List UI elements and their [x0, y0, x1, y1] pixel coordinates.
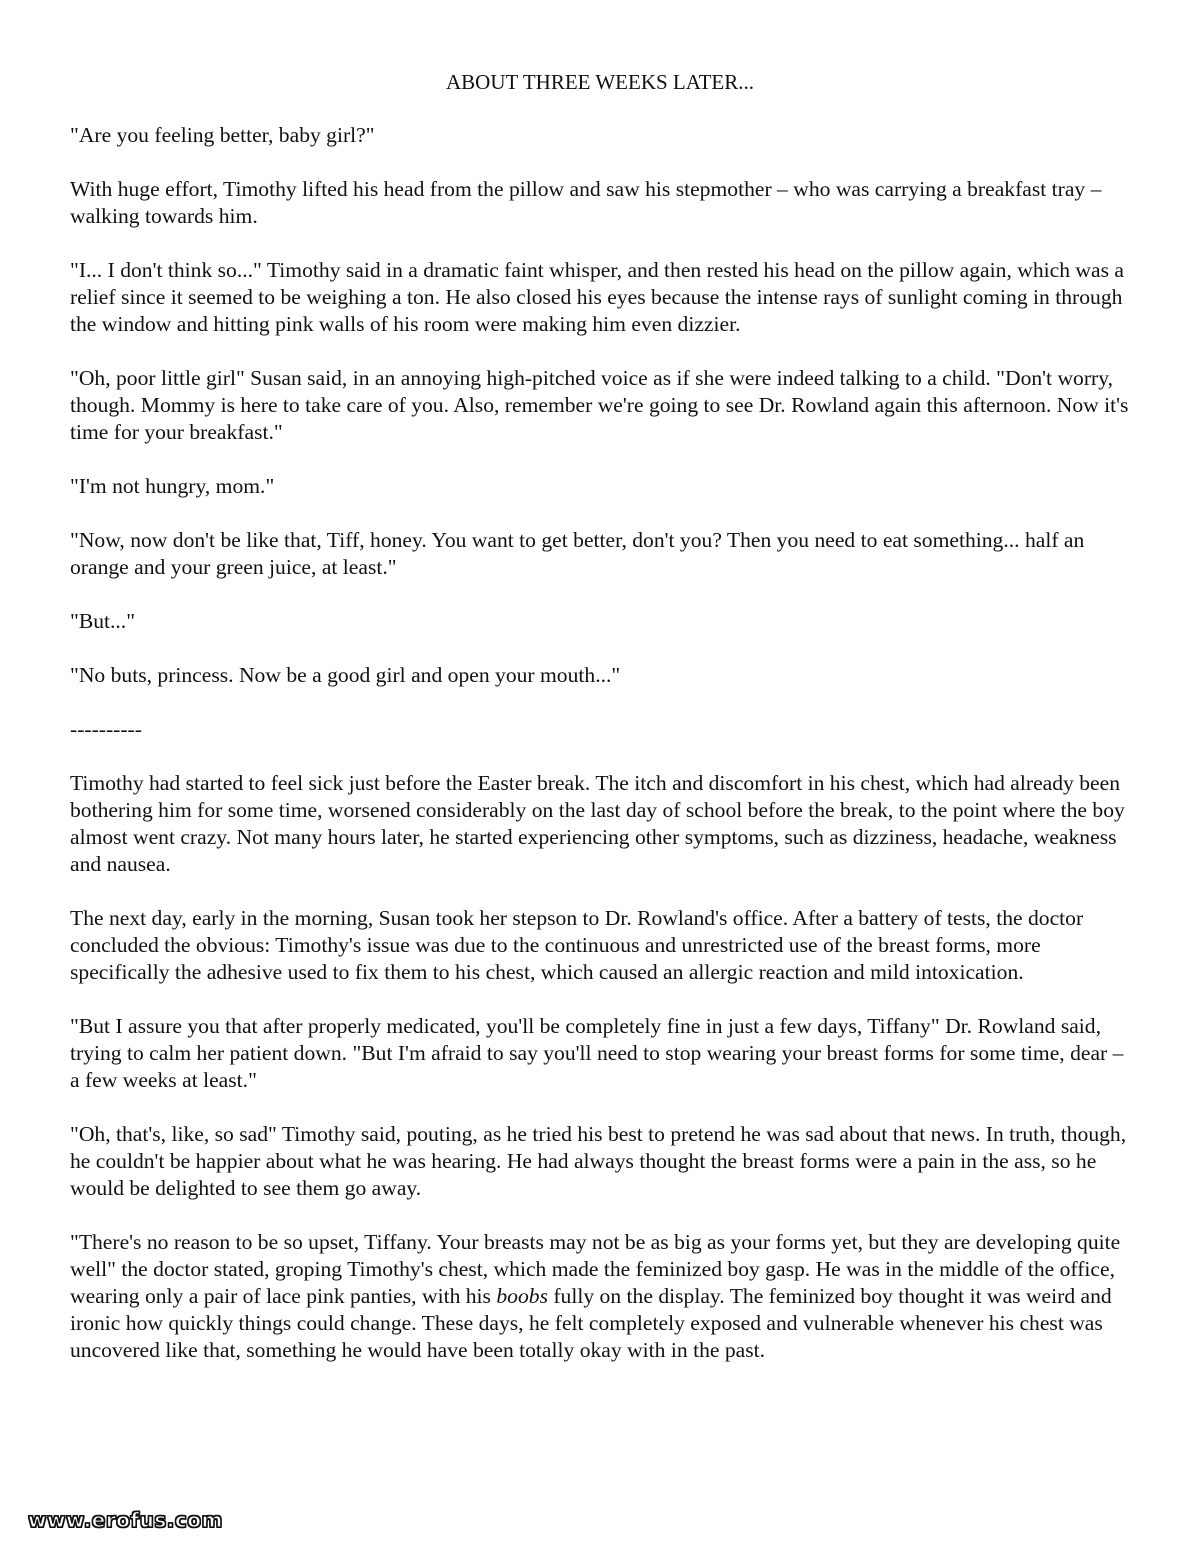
- paragraph-5: "I'm not hungry, mom.": [70, 474, 275, 498]
- paragraph-13-part-2: fully on the display. The feminized boy thought it was weird and ironic how quickly things could change. These days, he felt completely exposed and vulnerable whenever his chest was uncovered like that, something he would have been totally okay with in the past.: [70, 1284, 1112, 1362]
- document-page: [70, 70, 1130, 1470]
- paragraph-13-part-1: "There's no reason to be so upset, Tiffany. Your breasts may not be as big as your forms yet, but they are developing quite well" the doctor stated, groping Timothy's chest, which made the feminized boy gasp. He was in the middle of the office, wearing only a pair of lace pink panties, with his: [70, 1230, 1121, 1308]
- paragraph-11: "But I assure you that after properly medicated, you'll be completely fine in just a few days, Tiffany" Dr. Rowland said, trying to calm her patient down. "But I'm afraid to say you'll need to stop wearing your breast forms for some time, dear – a few weeks at least.": [70, 1014, 1124, 1092]
- paragraph-1: "Are you feeling better, baby girl?": [70, 123, 375, 147]
- paragraph-8: "No buts, princess. Now be a good girl and open your mouth...": [70, 663, 621, 687]
- paragraph-3: "I... I don't think so..." Timothy said in a dramatic faint whisper, and then rested his head on the pillow again, which was a relief since it seemed to be weighing a ton. He also closed his eyes because the intense rays of sunlight coming in through the window and hitting pink walls of his room were making him even dizzier.: [70, 258, 1124, 336]
- site-watermark: www.erofus.com: [28, 1508, 223, 1532]
- section-separator: ----------: [70, 717, 142, 741]
- chapter-heading: ABOUT THREE WEEKS LATER...: [446, 70, 754, 94]
- paragraph-2: With huge effort, Timothy lifted his head from the pillow and saw his stepmother – who was carrying a breakfast tray – walking towards him.: [70, 177, 1102, 228]
- paragraph-13-italic: boobs: [496, 1284, 548, 1308]
- paragraph-12: "Oh, that's, like, so sad" Timothy said, pouting, as he tried his best to pretend he was sad about that news. In truth, though, he couldn't be happier about what he was hearing. He had always thought the breast forms were a pain in the ass, so he would be delighted to see them go away.: [70, 1122, 1127, 1200]
- paragraph-7: "But...": [70, 609, 136, 633]
- paragraph-10: The next day, early in the morning, Susan took her stepson to Dr. Rowland's office. After a battery of tests, the doctor concluded the obvious: Timothy's issue was due to the continuous and unrestricted use of the breast forms, more specifically the adhesive used to fix them to his chest, which caused an allergic reaction and mild intoxication.: [70, 906, 1084, 984]
- paragraph-9: Timothy had started to feel sick just before the Easter break. The itch and discomfort in his chest, which had already been bothering him for some time, worsened considerably on the last day of school before the break, to the point where the boy almost went crazy. Not many hours later, he started experiencing other symptoms, such as dizziness, headache, weakness and nausea.: [70, 771, 1125, 876]
- paragraph-6: "Now, now don't be like that, Tiff, honey. You want to get better, don't you? Then you need to eat something... half an orange and your green juice, at least.": [70, 528, 1085, 579]
- paragraph-13: [70, 1229, 1130, 1364]
- paragraph-4: "Oh, poor little girl" Susan said, in an annoying high-pitched voice as if she were indeed talking to a child. "Don't worry, though. Mommy is here to take care of you. Also, remember we're going to see Dr. Rowland again this afternoon. Now it's time for your breakfast.": [70, 366, 1129, 444]
